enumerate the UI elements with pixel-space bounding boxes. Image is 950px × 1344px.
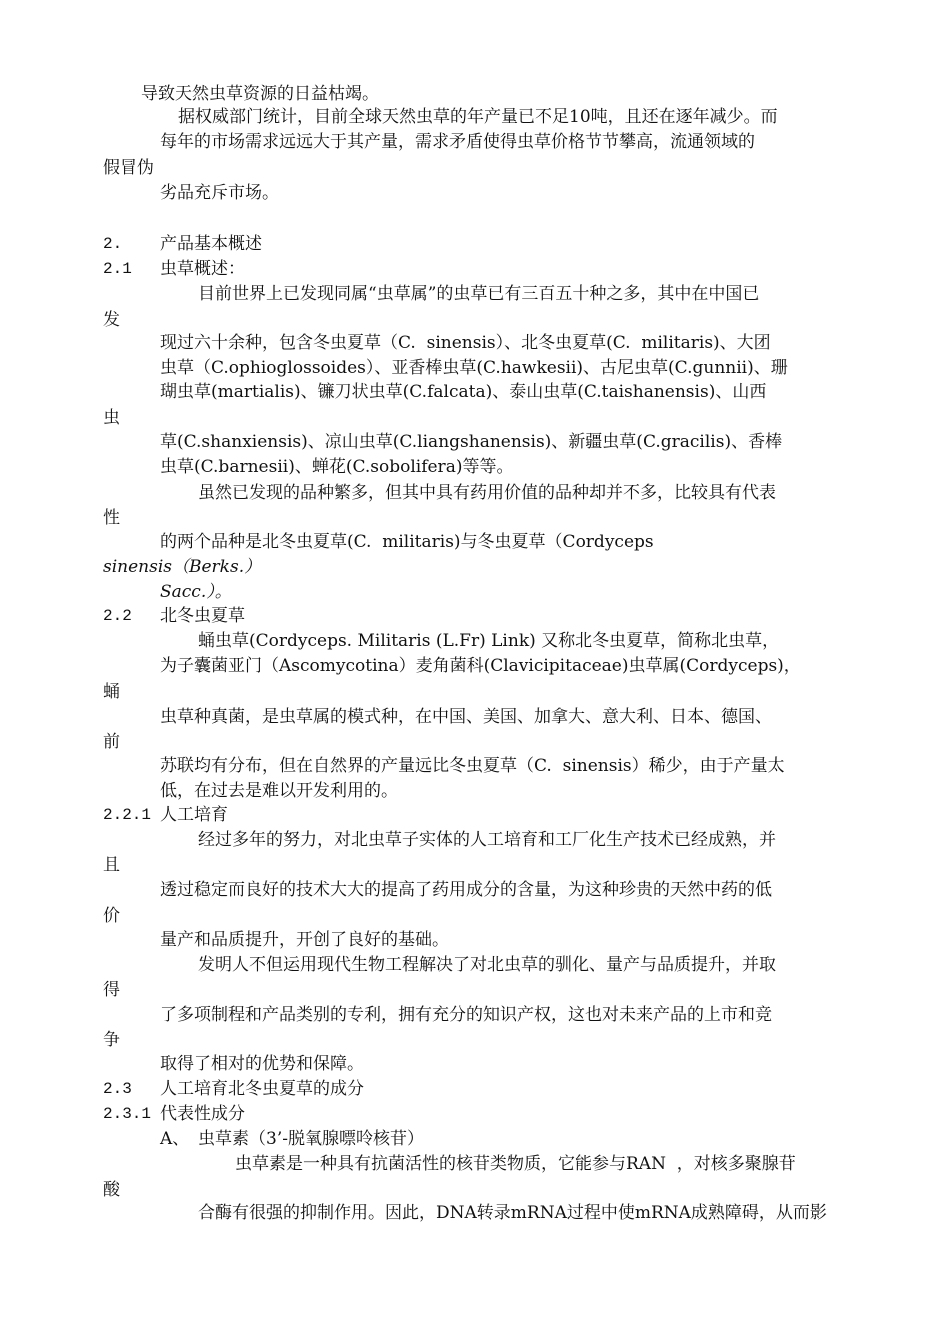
text-line: 瑚虫草(martialis)、镰刀状虫草(C.falcata)、泰山虫草(C.taishanensis)、山西 (160, 382, 767, 402)
text-line: 量产和品质提升，开创了良好的基础。 (160, 930, 449, 950)
section-heading: 代表性成分 (160, 1104, 245, 1124)
list-item-heading: 虫草素（3’-脱氧腺嘌呤核苷） (198, 1129, 424, 1149)
text-line: 蛹 (103, 682, 120, 702)
section-number: 2. (103, 235, 123, 253)
text-line: 虽然已发现的品种繁多，但其中具有药用价值的品种却并不多，比较具有代表 (198, 483, 776, 503)
text-line: 虫草种真菌，是虫草属的模式种，在中国、美国、加拿大、意大利、日本、德国、 (160, 707, 772, 727)
text-line: 发 (103, 310, 120, 330)
text-line: 争 (103, 1030, 120, 1050)
section-heading: 人工培育北冬虫夏草的成分 (160, 1079, 364, 1099)
text-line: 虫草素是一种具有抗菌活性的核苷类物质，它能参与RAN ，对核多聚腺苷 (235, 1154, 796, 1174)
text-line: 劣品充斥市场。 (160, 183, 279, 203)
section-heading: 虫草概述： (160, 259, 245, 279)
text-line: 据权威部门统计，目前全球天然虫草的年产量已不足10吨，且还在逐年减少。而 (178, 107, 778, 127)
text-line: 取得了相对的优势和保障。 (160, 1054, 364, 1074)
text-line: sinensis（Berks.） (103, 557, 262, 577)
text-line: 每年的市场需求远远大于其产量，需求矛盾使得虫草价格节节攀高，流通领域的 (160, 132, 755, 152)
text-line: 透过稳定而良好的技术大大的提高了药用成分的含量，为这种珍贵的天然中药的低 (160, 880, 772, 900)
text-line: 性 (103, 508, 120, 528)
text-line: 苏联均有分布，但在自然界的产量远比冬虫夏草（C. sinensis）稀少，由于产量太 (160, 756, 785, 776)
text-line: 的两个品种是北冬虫夏草(C. militaris)与冬虫夏草（Cordyceps (160, 532, 654, 552)
text-line: 发明人不但运用现代生物工程解决了对北虫草的驯化、量产与品质提升，并取 (198, 955, 776, 975)
text-line: 低，在过去是难以开发利用的。 (160, 781, 398, 801)
section-number: 2.1 (103, 260, 132, 278)
text-line: 且 (103, 855, 120, 875)
text-line: 虫草（C.ophioglossoides）、亚香棒虫草(C.hawkesii)、古尼虫草(C.gunnii)、珊 (160, 358, 788, 378)
text-line: 酸 (103, 1180, 120, 1200)
section-number: 2.3.1 (103, 1105, 152, 1123)
section-number: 2.2 (103, 607, 132, 625)
text-line: 草(C.shanxiensis)、凉山虫草(C.liangshanensis)、新疆虫草(C.gracilis)、香棒 (160, 432, 783, 452)
text-line: 导致天然虫草资源的日益枯竭。 (141, 84, 379, 104)
list-marker: A、 (160, 1129, 190, 1149)
text-line: 蛹虫草(Cordyceps. Militaris (L.Fr) Link) 又称北冬虫夏草，简称北虫草， (198, 631, 780, 651)
text-line: 合酶有很强的抑制作用。因此，DNA转录mRNA过程中使mRNA成熟障碍，从而影 (198, 1203, 827, 1223)
section-number: 2.3 (103, 1080, 132, 1098)
text-line: 得 (103, 980, 120, 1000)
text-line: 为子囊菌亚门（Ascomycotina）麦角菌科(Clavicipitaceae)虫草属(Cordyceps)， (160, 656, 801, 676)
section-heading: 产品基本概述 (160, 234, 262, 254)
text-line: 经过多年的努力，对北虫草子实体的人工培育和工厂化生产技术已经成熟，并 (198, 830, 776, 850)
section-heading: 北冬虫夏草 (160, 606, 245, 626)
text-line: 价 (103, 906, 120, 926)
section-number: 2.2.1 (103, 806, 152, 824)
text-line: 目前世界上已发现同属“虫草属”的虫草已有三百五十种之多，其中在中国已 (198, 284, 760, 304)
text-line: 虫 (103, 408, 120, 428)
text-line: 假冒伪 (103, 158, 154, 178)
text-line: 前 (103, 732, 120, 752)
section-heading: 人工培育 (160, 805, 228, 825)
text-line: 现过六十余种，包含冬虫夏草（C. sinensis）、北冬虫夏草(C. militaris)、大团 (160, 333, 771, 353)
text-line: 虫草(C.barnesii)、蝉花(C.sobolifera)等等。 (160, 457, 514, 477)
text-line: 了多项制程和产品类别的专利，拥有充分的知识产权，这也对未来产品的上市和竞 (160, 1005, 772, 1025)
text-line: Sacc.）。 (160, 582, 232, 602)
